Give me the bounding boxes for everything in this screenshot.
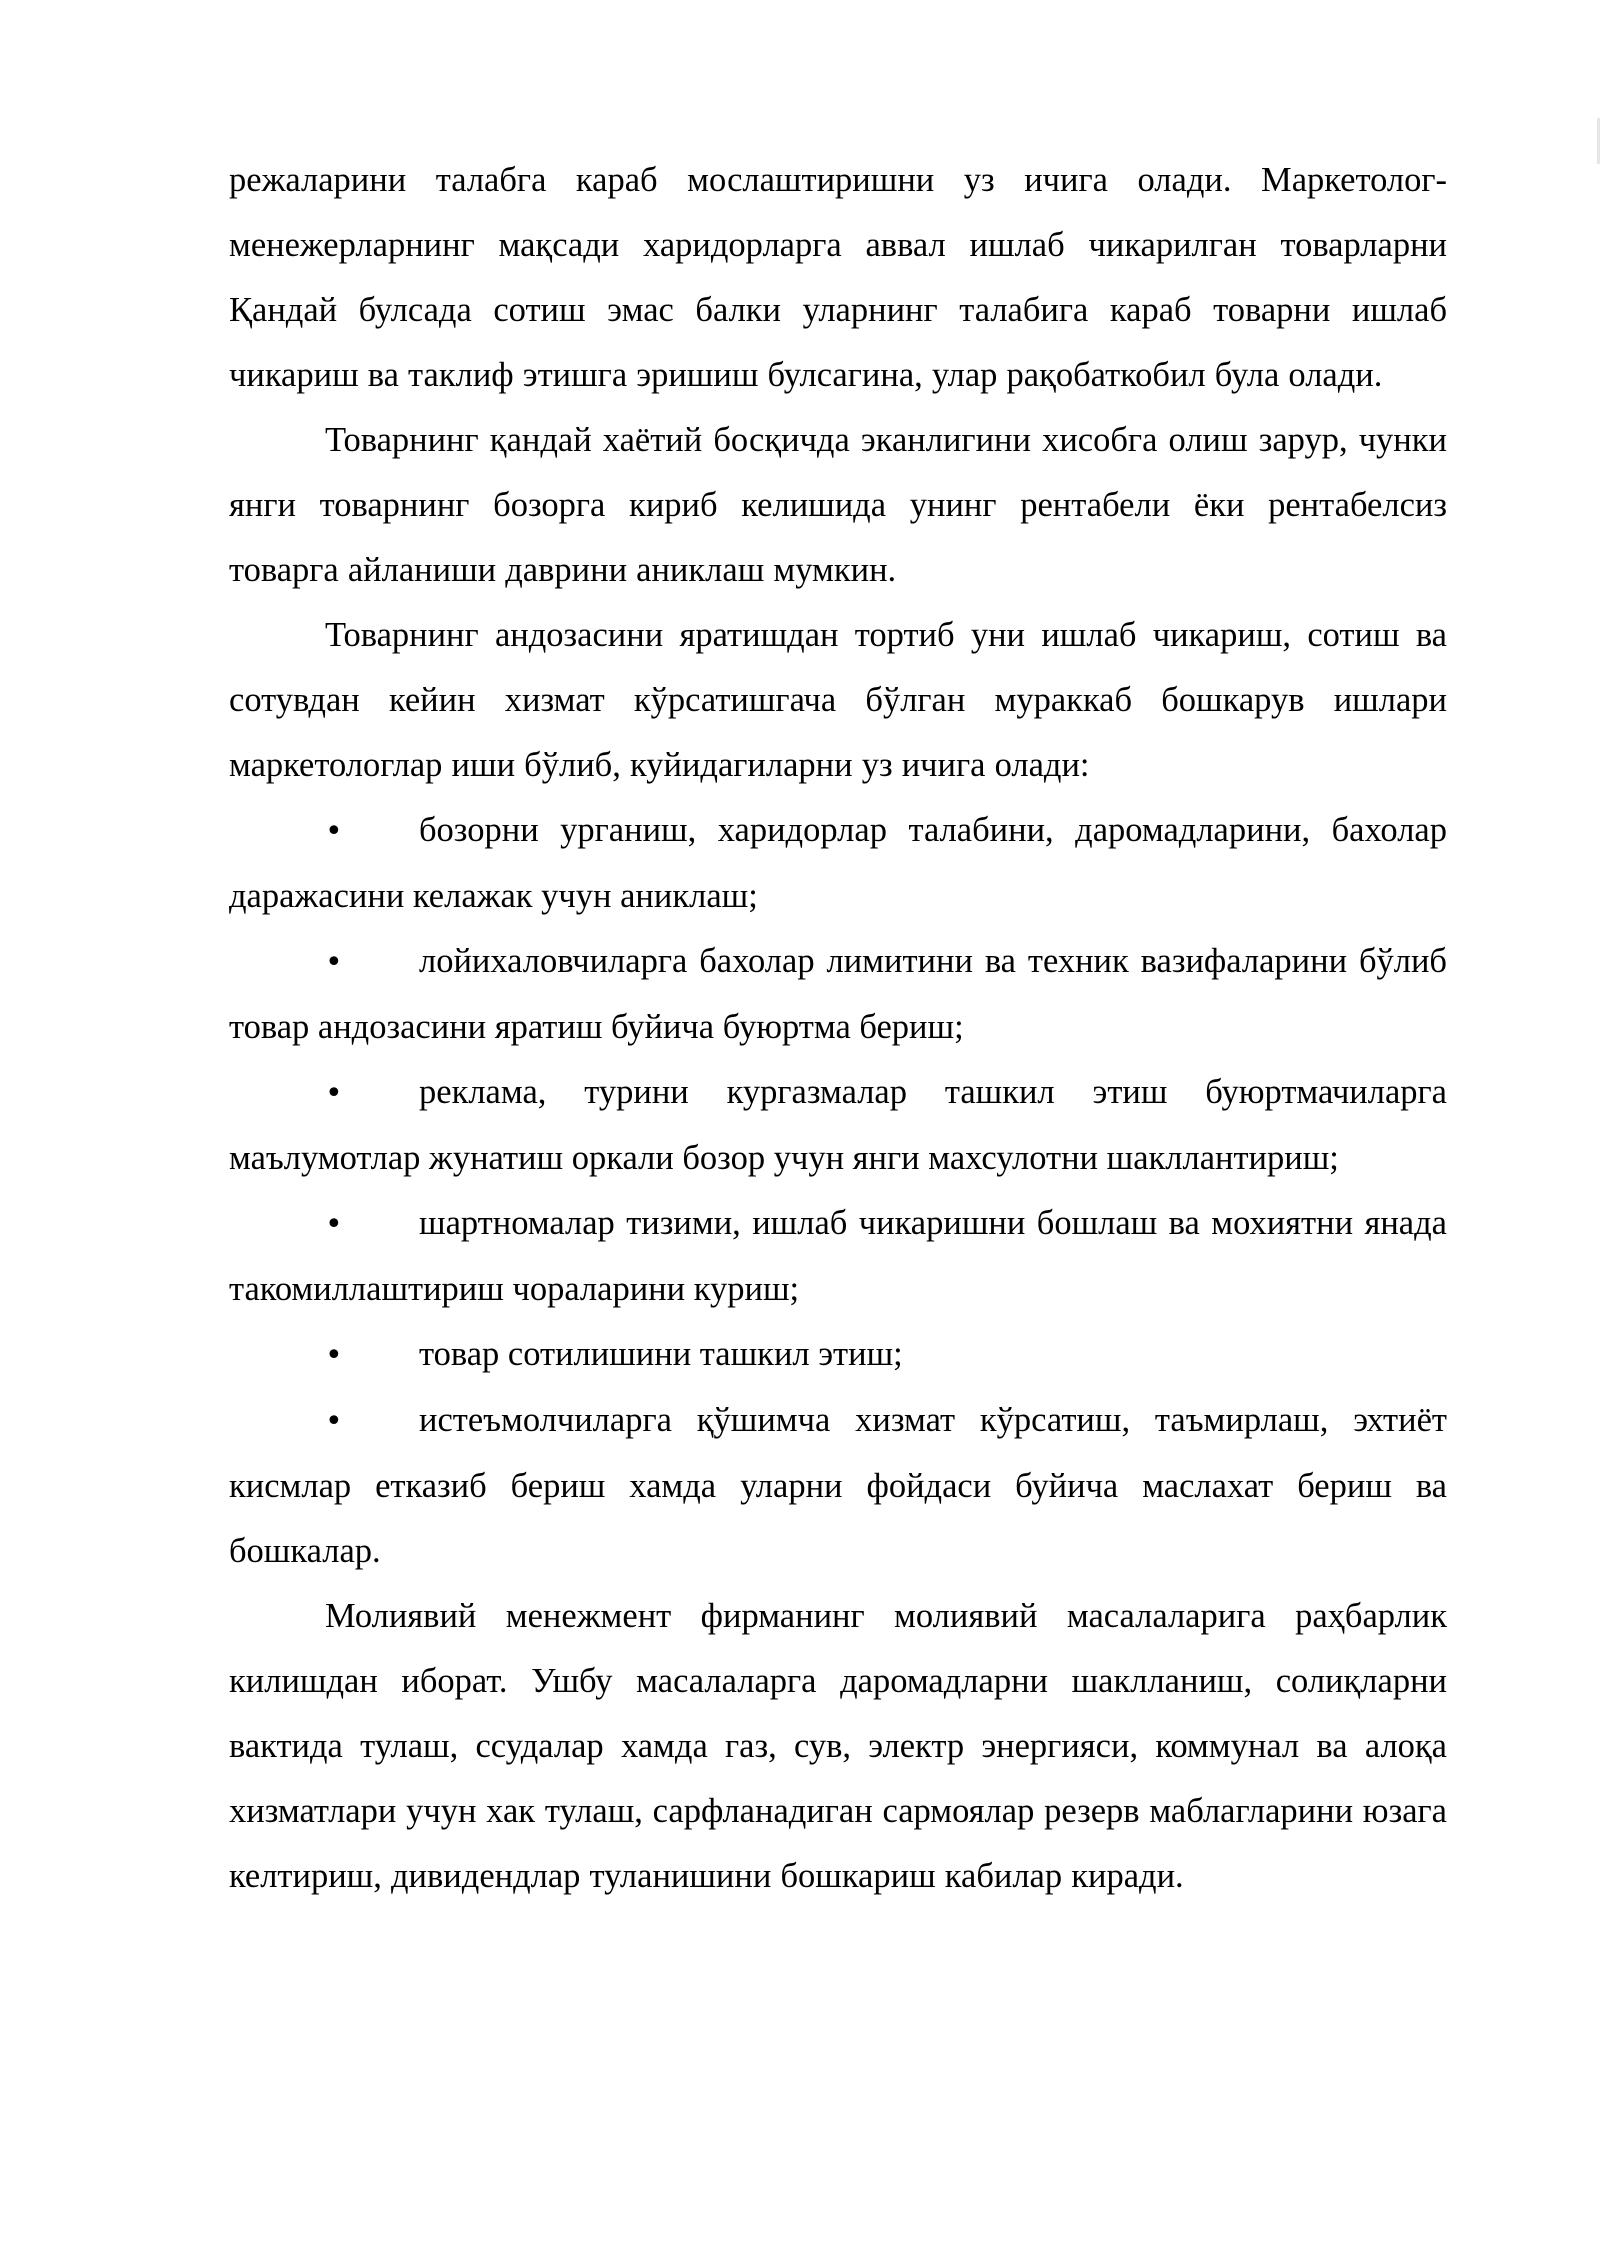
bullet-icon: • (325, 945, 343, 980)
bullet-list-item (229, 1060, 1447, 1191)
bullet-list-item (229, 1322, 1447, 1388)
bullet-icon: • (325, 1338, 343, 1373)
bullet-text: шартномалар тизими, ишлаб чикаришни бошлаш ва мохиятни янада такомиллаштириш чораларини куриш; (229, 1204, 1447, 1308)
paragraph-product-lifecycle: Товарнинг қандай хаётий босқичда эканлигини хисобга олиш зарур, чунки янги товарнинг бозорга кириб келишида унинг рентабели ёки рентабелсиз товарга айланиши даврини аниклаш мумкин. (229, 421, 1447, 589)
bullet-text: бозорни урганиш, харидорлар талабини, даромадларини, бахолар даражасини келажак учун аниклаш; (229, 811, 1447, 915)
bullet-list-item (229, 1388, 1447, 1584)
bullet-icon: • (325, 1207, 343, 1242)
bullet-list-item (229, 1191, 1447, 1322)
bullet-text: лойихаловчиларга бахолар лимитини ва техник вазифаларини бўлиб товар андозасини яратиш буйича буюртма бериш; (229, 942, 1447, 1046)
paragraph-continuation: режаларини талабга караб мослаштиришни уз ичига олади. Маркетолог-менежерларнинг мақсади харидорларга аввал ишлаб чикарилган товарларни Қандай булсада сотиш эмас балки уларнинг талабига караб товарни ишлаб чикариш ва таклиф этишга эришиш булсагина, улар рақобаткобил була олади. (229, 161, 1447, 394)
bullet-list-item (229, 929, 1447, 1060)
bullet-icon: • (325, 814, 343, 849)
paragraph-marketing-tasks: Товарнинг андозасини яратишдан тортиб уни ишлаб чикариш, сотиш ва сотувдан кейин хизмат кўрсатишгача бўлган мураккаб бошкарув ишлари маркетологлар иши бўлиб, куйидагиларни уз ичига олади: (229, 616, 1447, 784)
bullet-text: товар сотилишини ташкил этиш; (419, 1335, 903, 1373)
bullet-text: истеъмолчиларга қўшимча хизмат кўрсатиш, таъмирлаш, эхтиёт кисмлар етказиб бериш хамда уларни фойдаси буйича маслахат бериш ва бошкалар. (229, 1401, 1447, 1570)
bullet-icon: • (325, 1076, 343, 1111)
paragraph-financial-management: Молиявий менежмент фирманинг молиявий масалаларига раҳбарлик килишдан иборат. Ушбу масалаларга даромадларни шаклланиш, солиқларни вактида тулаш, ссудалар хамда газ, сув, электр энергияси, коммунал ва алоқа хизматлари учун хак тулаш, сарфланадиган сармоялар резерв маблагларини юзага келтириш, дивидендлар туланишини бошкариш кабилар киради. (229, 1597, 1447, 1895)
bullet-text: реклама, турини кургазмалар ташкил этиш буюртмачиларга маълумотлар жунатиш оркали бозор учун янги махсулотни шакллантириш; (229, 1073, 1447, 1177)
document-body (229, 148, 1447, 1909)
bullet-list-item (229, 798, 1447, 929)
bullet-icon: • (325, 1404, 343, 1439)
